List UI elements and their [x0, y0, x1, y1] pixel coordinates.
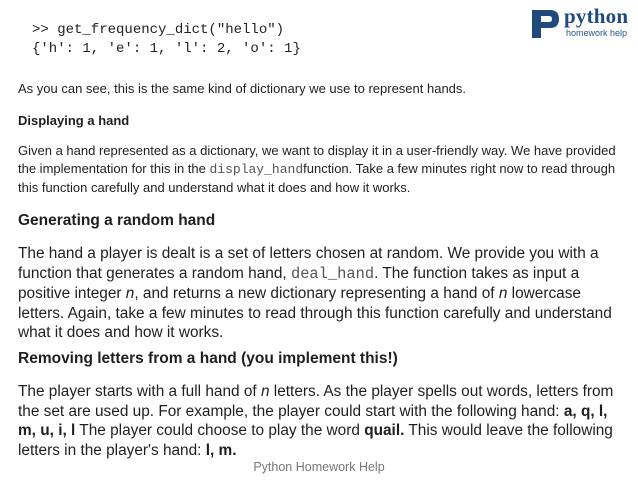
starting-hand: a, q, l, m, u, i, l [18, 402, 608, 439]
logo-subtitle: homework help [566, 28, 628, 38]
intro-text: As you can see, this is the same kind of dictionary we use to represent hands. [18, 81, 467, 96]
logo-word: python [564, 4, 629, 28]
code-line-call: >> get_frequency_dict("hello") [32, 22, 285, 38]
generating-text-3: , and returns a new dictionary representing a hand of [134, 285, 499, 302]
generating-text-1: The hand a player is dealt is a set of letters chosen at random. We provide you with a function that generates a random hand, [18, 245, 599, 282]
python-homework-help-logo [528, 6, 633, 42]
generating-var-n: n [125, 285, 135, 302]
heading-removing-letters: Removing letters from a hand (you implement this!) [18, 350, 398, 367]
displaying-paragraph [18, 142, 623, 197]
removing-text-3: The player could choose to play the word [75, 422, 365, 439]
generating-text-4: lowercase letters. Again, take a few minutes to read through this function carefully and understand what it does and how it works. [18, 285, 612, 341]
removing-text-2: letters. As the player spells out words, letters from the set are used up. For example, the player could start with the following hand: [18, 383, 614, 420]
heading-generating-hand: Generating a random hand [18, 212, 216, 229]
footer-watermark: Python Homework Help [253, 460, 385, 474]
displaying-text-before: Given a hand represented as a dictionary, we want to display it in a user-friendly way. We have provided the implementation for this in the [18, 143, 616, 176]
logo-mark-icon [528, 8, 562, 40]
played-word: quail. [364, 422, 405, 439]
code-line-result: {'h': 1, 'e': 1, 'l': 2, 'o': 1} [32, 41, 301, 57]
removing-text-4: This would leave the following letters in the player's hand: [18, 422, 613, 459]
generating-paragraph [18, 244, 623, 343]
removing-var-n: n [260, 383, 270, 400]
generating-text-2: . The function takes as input a positive integer [18, 264, 580, 302]
display-hand-code: display_hand [209, 162, 304, 177]
deal-hand-code: deal_hand [290, 264, 375, 283]
heading-displaying-hand: Displaying a hand [18, 113, 130, 128]
remaining-letters: l, m. [205, 441, 237, 459]
removing-paragraph [18, 382, 623, 460]
generating-var-n2: n [498, 285, 508, 302]
displaying-text-after: function. Take a few minutes right now to read through this function carefully and understand what it does and how it works. [18, 161, 616, 195]
removing-text-1: The player starts with a full hand of [18, 383, 261, 400]
